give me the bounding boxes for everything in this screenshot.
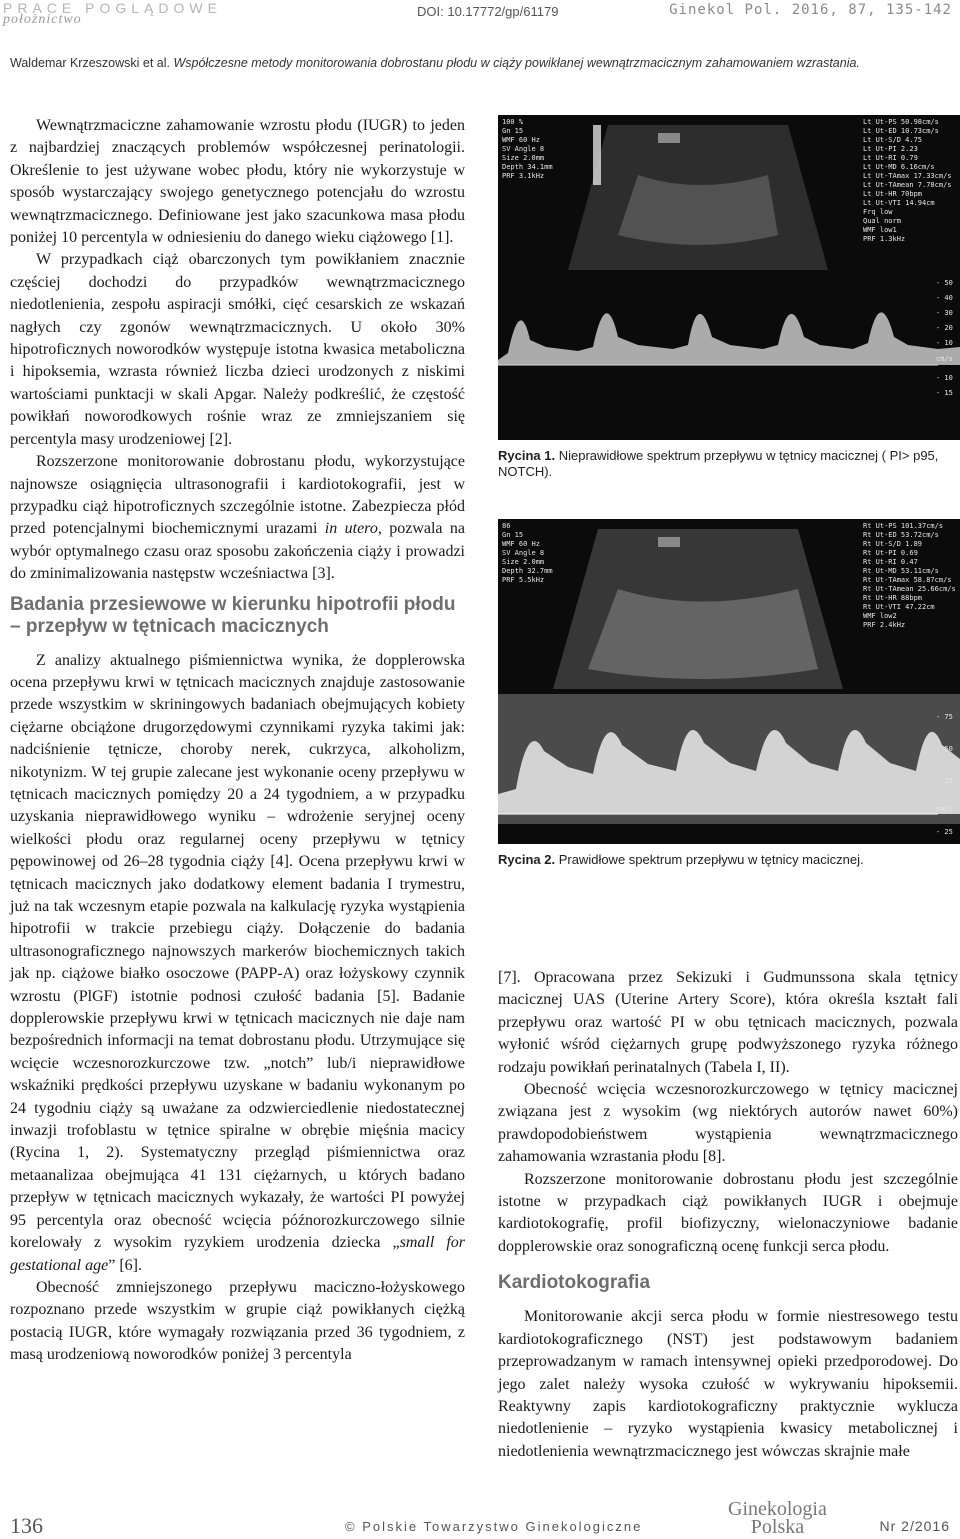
figure-2-label: Rycina 2. [498,852,556,867]
fig2-measurement: Rt Ut-ED 53.72cm/s [863,531,939,539]
fig2-measurement: PRF 2.4kHz [863,621,906,629]
text-run: Rozszerzone monitorowanie dobrostanu płodu, wykorzystujące najnowsze osiągnięcia ultrasonografii i kardiotokografii, jest w przypadku ciąż hipotroficznych szczególnie istotne. Zabezpiecza płód przed potencjalnymi biochemicznymi urazami [10,453,465,538]
fig1-setting: 100 % [502,118,524,126]
fig2-axis-tick: - 25 [936,828,953,836]
paragraph-intro: Wewnątrzmaciczne zahamowanie wzrostu płodu (IUGR) to jeden z najbardziej znaczących problemów współczesnej perinatologii. Określenie to jest używane wobec płodu, który nie wykorzystuje w sposób wystarczający swojego genetycznego potencjału do wzrostu wewnątrzmacicznego. Definiowane jest jako szacunkowa masa płodu poniżej 10 percentyla w odniesieniu do danego wieku ciążowego [1]. [10,117,465,247]
paragraph-monitoring [10,451,465,585]
text-run: , pozwala na wybór optymalnego czasu oraz sposobu zakończenia ciąży i prowadzi do zminimalizowania następstw wcześniactwa [3]. [10,520,466,583]
fig1-measurement: Lt Ut-TAmean 7.78cm/s [863,181,952,189]
section-label: PRACE POGLĄDOWE [3,0,222,16]
fig1-axis-tick: - 10 [936,339,953,347]
figure-1-caption-text: Nieprawidłowe spektrum przepływu w tętnicy macicznej ( PI> p95, NOTCH). [498,448,939,479]
text-italic: in utero [324,520,378,538]
page-number: 136 [10,1513,43,1538]
fig2-setting: Size 2.0mm [502,558,545,566]
fig1-setting: Gn 15 [502,127,524,135]
fig2-setting: SV Angle 8 [502,549,545,557]
fig2-measurement: Rt Ut-MD 53.11cm/s [863,567,939,575]
section-heading-ctg: Kardiotokografia [498,1272,651,1294]
fig2-setting: 86 [502,522,511,530]
fig2-measurement: Rt Ut-TAmax 58.87cm/s [863,576,952,584]
text-run: ” [6]. [108,1256,142,1274]
subsection-label: położnictwo [3,12,82,27]
section-heading-screening: Badania przesiewowe w kierunku hipotrofii płodu – przepływ w tętnicach macicznych [10,593,456,637]
copyright: © Polskie Towarzystwo Ginekologiczne [345,1519,643,1534]
journal-logo-line1: Ginekologia [728,1498,827,1520]
paragraph-reduced-flow: Obecność zmniejszonego przepływu maciczno-łożyskowego rozpoznano przede wszystkim w grupie ciąż powikłanych ciężką postacią IUGR, które wymagały rozwiązania przed 36 tygodniem, z masą urodzeniową noworodków poniżej 3 percentyla [10,1278,465,1364]
figure-1-caption [498,448,953,480]
fig1-measurement: Qual norm [863,217,901,225]
fig1-measurement: Lt Ut-TAmax 17.33cm/s [863,172,952,180]
fig1-measurement: Frq low [863,208,893,216]
figure-1-doppler-image [498,115,960,440]
paragraph-notch: Obecność wcięcia wczesnorozkurczowego w tętnicy macicznej związana jest z wysokim (wg niektórych autorów nawet 60%) prawdopodobieństwem wystąpienia wewnątrzmacicznego zahamowania wzrastania płodu [8]. [498,1081,958,1166]
paragraph-ctg: Monitorowanie akcji serca płodu w formie niestresowego testu kardiotokograficznego (NST) jest podstawowym badaniem przeprowadzanym w ramach intensywnej opieki przedporodowej. Do jego zalet należy wysoka czułość w wykrywaniu hipoksemii. Reaktywny zapis kardiotokograficzny praktycznie wyklucza niedotlenienie – ryzyko wystąpienia kwasicy metabolicznej i niedotlenienia wewnątrzmacicznego jest wówczas skrajnie małe [498,1308,958,1460]
figure-2-caption [498,852,953,868]
fig1-axis-tick: - 15 [936,389,953,397]
fig1-measurement: Lt Ut-RI 0.79 [863,154,918,162]
fig1-measurement: WMF low1 [863,226,897,234]
fig1-measurement: Lt Ut-MD 6.16cm/s [863,163,935,171]
fig2-measurement: Rt Ut-S/D 1.89 [863,540,923,548]
fig2-measurement: Rt Ut-HR 88bpm [863,594,923,602]
fig1-measurement: Lt Ut-PS 50.98cm/s [863,118,939,126]
doi-link[interactable]: DOI: 10.17772/gp/61179 [417,4,559,19]
fig1-measurement: Lt Ut-PI 2.23 [863,145,918,153]
fig2-measurement: Rt Ut-PS 101.37cm/s [863,522,944,530]
fig2-setting: Depth 32.7mm [502,567,553,575]
figure-2-caption-text: Prawidłowe spektrum przepływu w tętnicy macicznej. [555,852,864,867]
left-column [10,115,465,1367]
figure-2-doppler-image [498,519,960,844]
doppler-spectrum-2 [498,519,960,844]
fig1-axis-tick: - 10 [936,374,953,382]
fig2-setting: WMF 60 Hz [502,540,540,548]
fig2-measurement: WMF low2 [863,612,897,620]
fig1-axis-tick: - 50 [936,279,953,287]
paragraph-uas: [7]. Opracowana przez Sekizuki i Gudmunssona skala tętnicy macicznej UAS (Uterine Artery Score), która określa kształt fali przepływu oraz wartość PI w obu tętnicach macicznych, pozwala wyłonić wśród ciężarnych grupę podwyższonego ryzyka różnego rodzaju powikłań perinatalnych (Tabela I, II). [498,969,958,1076]
paragraph-complications: W przypadkach ciąż obarczonych tym powikłaniem znacznie częściej dochodzi do przypadków wewnątrzmacicznego niedotlenienia, zespołu aspiracji smółki, cięć cesarskich ze wskazań nagłych czy zgonów wewnątrzmacicznych. U około 30% hipotroficznych noworodków występuje istotna kwasica metaboliczna i hipoksemia, wzrasta również liczba dzieci urodzonych z niskimi wartościami punktacji w skali Apgar. Należy podkreślić, że częstość powikłań noworodkowych rośnie wraz ze zmniejszaniem się percentyla masy urodzeniowej [2]. [10,251,465,448]
fig2-axis-tick: - 50 [936,745,953,753]
journal-logo [728,1500,827,1536]
fig1-measurement: Lt Ut-VTI 14.94cm [863,199,935,207]
right-column [498,967,958,1463]
running-head-title: Współczesne metody monitorowania dobrostanu płodu w ciąży powikłanej wewnątrzmacicznym zahamowaniem wzrastania. [173,56,860,70]
fig1-measurement: Lt Ut-S/D 4.75 [863,136,923,144]
running-head-authors: Waldemar Krzeszowski et al. [10,56,170,70]
journal-citation: Ginekol Pol. 2016, 87, 135-142 [669,2,952,18]
fig1-axis-unit: cm/s [936,355,953,363]
running-head [10,56,860,70]
fig1-axis-tick: - 30 [936,309,953,317]
fig2-measurement: Rt Ut-RI 0.47 [863,558,918,566]
fig1-setting: PRF 3.1kHz [502,172,545,180]
doppler-spectrum-1 [498,115,960,440]
text-run: Z analizy aktualnego piśmiennictwa wynika, że dopplerowska ocena przepływu krwi w tętnicach macicznych znajduje zastosowanie przede wszystkim w skriningowych badaniach obejmujących kobiety ciężarne obciążone drugorzędowymi czynnikami ryzyka takimi jak: nadciśnienie tętnicze, choroby nerek, cukrzyca, alkoholizm, nikotynizm. W tej grupie zalecane jest wykonanie oceny przepływu w tętnicach macicznych pomiędzy 20 a 24 tygodniem, a w przypadku uzyskania nieprawidłowego wyniku – wdrożenie seryjnej oceny wielkości płodu oraz regularnej oceny przepływu w tętnicy pępowinowej od 26–28 tygodnia ciąży [4]. Ocena przepływu krwi w tętnicach macicznych jako dodatkowy element badania I trymestru, już na tak wczesnym etapie pozwala na kalkulację ryzyka wystąpienia hipotrofii w trakcie przebiegu ciąży. Dołączenie do badania ultrasonograficznego najnowszych markerów biochemicznych takich jak np. ciążowe białko osoczowe (PAPP-A) oraz łożyskowy czynnik wzrostu (PlGF) istotnie podnosi czułość badania [5]. Badanie dopplerowskie przepływu krwi w tętnicach macicznych nie daje nam bezpośrednich informacji na temat dobrostanu płodu. Utrzymujące się wcięcie wczesnorozkurczowe tzw. „notch” lub/i nieprawidłowe wskaźniki prędkości przepływu uzyskane w badaniu wykonanym po 24 tygodniu ciąży są uważane za odzwierciedlenie niedostatecznej inwazji trofoblastu w tętnice spiralne w obrębie mięśnia macicy (Rycina 1, 2). Systematyczny przegląd piśmiennictwa oraz metaanalizaa obejmująca 41 131 ciężarnych, u których badano przepływ w tętnicach macicznych wykazały, że wartości PI powyżej 95 percentyla oraz obecność wcięcia późnorozkurczowego silnie korelowały z wysokim ryzykiem urodzenia dziecka „ [10,651,465,1252]
fig1-measurement: PRF 1.3kHz [863,235,906,243]
fig2-axis-tick: - 25 [936,777,953,785]
paragraph-screening [10,650,465,1277]
fig1-axis-tick: - 40 [936,294,953,302]
fig2-axis-tick: - 75 [936,713,953,721]
fig1-setting: SV Angle 8 [502,145,545,153]
fig2-measurement: Rt Ut-PI 0.69 [863,549,918,557]
text-italic: small for gestational age [10,1234,466,1274]
fig1-setting: Size 2.0mm [502,154,545,162]
fig1-measurement: Lt Ut-ED 10.73cm/s [863,127,939,135]
fig2-setting: PRF 5.5kHz [502,576,545,584]
fig2-measurement: Rt Ut-VTI 47.22cm [863,603,935,611]
journal-logo-line2: Polska [750,1516,805,1538]
fig1-axis-tick: - 20 [936,324,953,332]
fig1-setting: WMF 60 Hz [502,136,540,144]
fig2-axis-unit: cm/s [936,805,953,813]
issue-number: Nr 2/2016 [879,1518,950,1534]
paragraph-extended-monitoring: Rozszerzone monitorowanie dobrostanu płodu jest szczególnie istotne w przypadkach ciąż powikłanych IUGR i obejmuje kardiotokografię, profil biofizyczny, wielonaczyniowe badanie dopplerowskie oraz sonograficzną ocenę funkcji serca płodu. [498,1170,958,1255]
figure-1-label: Rycina 1. [498,448,556,463]
fig1-measurement: Lt Ut-HR 70bpm [863,190,923,198]
fig2-measurement: Rt Ut-TAmean 25.66cm/s [863,585,956,593]
fig1-setting: Depth 34.1mm [502,163,553,171]
fig2-setting: Gn 15 [502,531,524,539]
